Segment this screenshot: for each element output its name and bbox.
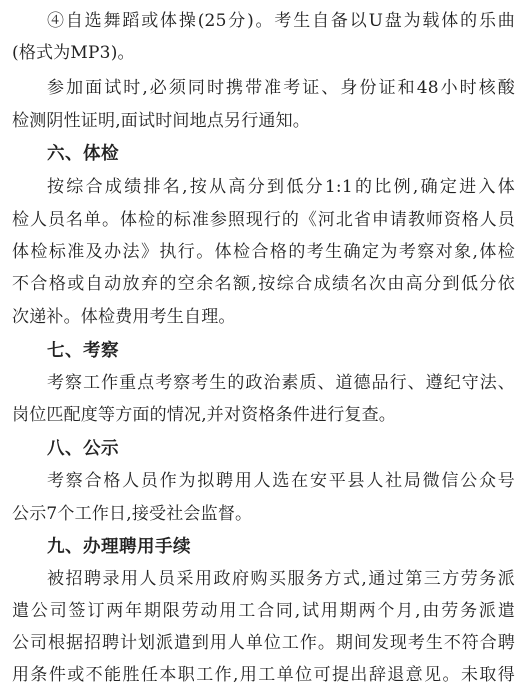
paragraph-line: ④自选舞蹈或体操(25分)。考生自备以U盘为载体的乐曲 [47,11,515,31]
paragraph-line: 公示7个工作日,接受社会监督。 [12,504,253,524]
paragraph-line: 岗位匹配度等方面的情况,并对资格条件进行复查。 [12,405,397,425]
paragraph-line: (格式为MP3)。 [12,43,135,63]
section-heading-publicity: 八、公示 [47,439,119,459]
paragraph-line: 公司根据招聘计划派遣到用人单位工作。期间发现考生不符合聘 [12,633,515,653]
paragraph-line: 检人员名单。体检的标准参照现行的《河北省申请教师资格人员 [12,210,515,230]
paragraph-line: 按综合成绩排名,按从高分到低分1:1的比例,确定进入体 [47,177,515,197]
paragraph-line: 不合格或自动放弃的空余名额,按综合成绩名次由高分到低分依 [12,274,515,294]
section-heading-inspection: 七、考察 [47,341,119,361]
paragraph-line: 考察合格人员作为拟聘用人选在安平县人社局微信公众号 [47,471,515,491]
paragraph-line: 被招聘录用人员采用政府购买服务方式,通过第三方劳务派 [47,569,515,589]
paragraph-line: 用条件或不能胜任本职工作,用工单位可提出辞退意见。未取得 [12,665,515,685]
paragraph-line: 考察工作重点考察考生的政治素质、道德品行、遵纪守法、 [47,373,515,393]
paragraph-line: 检测阴性证明,面试时间地点另行通知。 [12,111,311,131]
paragraph-line: 体检标准及办法》执行。体检合格的考生确定为考察对象,体检 [12,242,515,262]
paragraph-line: 遣公司签订两年期限劳动用工合同,试用期两个月,由劳务派遣 [12,601,515,621]
paragraph-line: 参加面试时,必须同时携带准考证、身份证和48小时核酸 [47,78,515,98]
paragraph-line: 次递补。体检费用考生自理。 [12,307,236,327]
section-heading-employment-procedures: 九、办理聘用手续 [47,537,191,557]
section-heading-physical-exam: 六、体检 [47,144,119,164]
